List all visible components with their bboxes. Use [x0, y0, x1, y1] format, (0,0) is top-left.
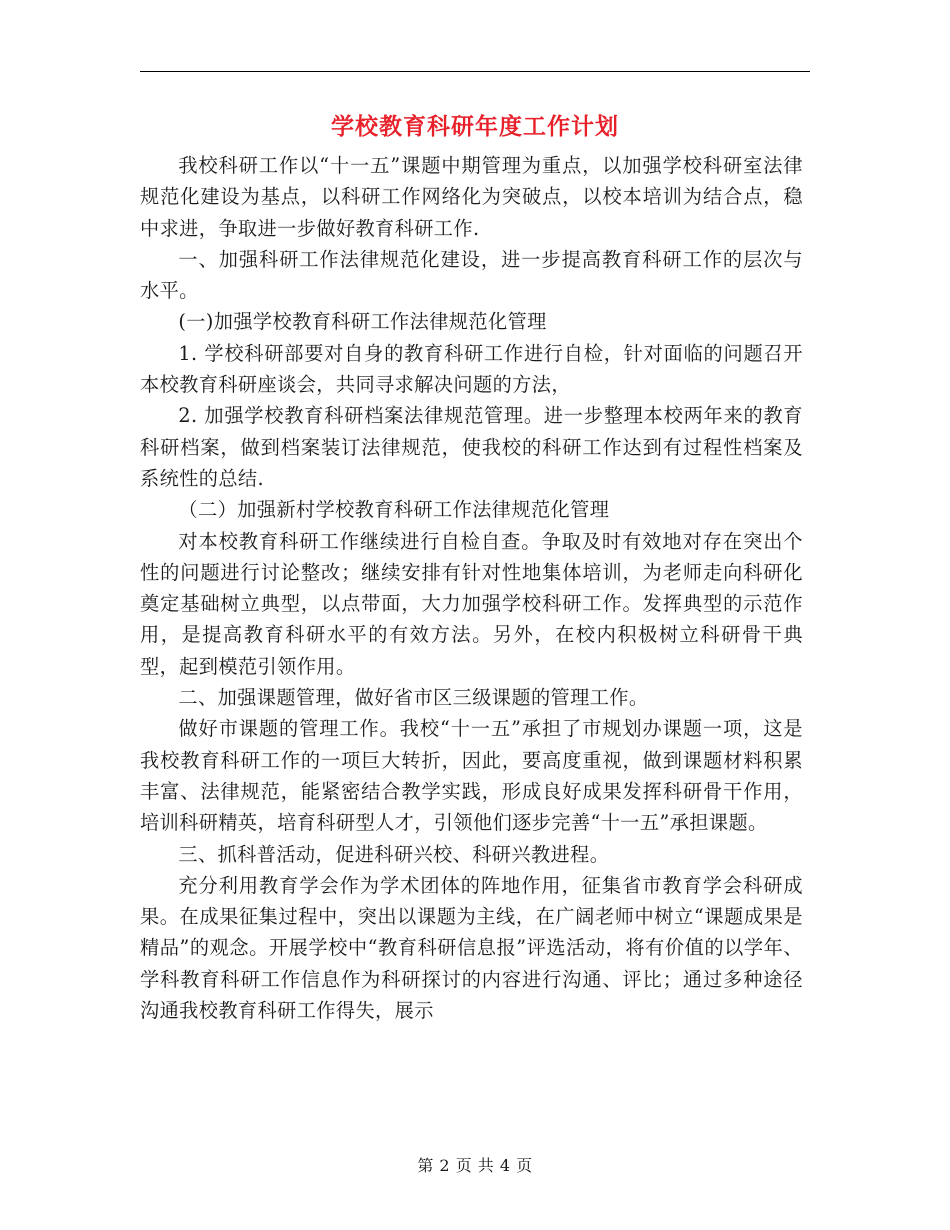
section-heading-3: 三、抓科普活动，促进科研兴校、科研兴教进程。 — [178, 842, 610, 866]
paragraph-project-management: 做好市课题的管理工作。我校“十一五”承担了市规划办课题一项，这是我校教育科研工作的一项巨大转折，因此，要高度重视，做到课题材料积累丰富、法律规范，能紧密结合教学实践，形成良好成果发挥科研骨干作用，培训科研精英，培育科研型人才，引领他们逐步完善“十一五”承担课题。 — [140, 717, 803, 835]
paragraph-self-check: 对本校教育科研工作继续进行自检自查。争取及时有效地对存在突出个性的问题进行讨论整改；继续安排有针对性地集体培训，为老师走向科研化奠定基础树立典型，以点带面，大力加强学校科研工作。发挥典型的示范作用，是提高教育科研水平的有效方法。另外，在校内积极树立科研骨干典型，起到模范引领作用。 — [140, 529, 803, 678]
list-item-2: 2. 加强学校教育科研档案法律规范管理。进一步整理本校两年来的教育科研档案，做到档案装订法律规范，使我校的科研工作达到有过程性档案及系统性的总结. — [140, 404, 803, 490]
section-heading-1: 一、加强科研工作法律规范化建设，进一步提高教育科研工作的层次与水平。 — [140, 247, 803, 303]
document-title: 学校教育科研年度工作计划 — [331, 113, 619, 140]
page-number: 第 2 页 共 4 页 — [417, 1156, 533, 1175]
header-rule — [140, 71, 810, 72]
paragraph-academic-society: 充分利用教育学会作为学术团体的阵地作用，征集省市教育学会科研成果。在成果征集过程中，突出以课题为主线，在广阔老师中树立“课题成果是精品”的观念。开展学校中“教育科研信息报”评选活动，将有价值的以学年、学科教育科研工作信息作为科研探讨的内容进行沟通、评比；通过多种途径沟通我校教育科研工作得失，展示 — [140, 873, 803, 1023]
subsection-heading-1-2: （二）加强新村学校教育科研工作法律规范化管理 — [178, 498, 610, 522]
paragraph-intro: 我校科研工作以“十一五”课题中期管理为重点，以加强学校科研室法律规范化建设为基点，以科研工作网络化为突破点，以校本培训为结合点，稳中求进，争取进一步做好教育科研工作. — [140, 154, 803, 240]
section-heading-2: 二、加强课题管理，做好省市区三级课题的管理工作。 — [178, 686, 649, 710]
subsection-heading-1-1: (一)加强学校教育科研工作法律规范化管理 — [178, 310, 547, 334]
document-body — [140, 150, 803, 1026]
list-item-1: 1. 学校科研部要对自身的教育科研工作进行自检，针对面临的问题召开本校教育科研座谈会，共同寻求解决问题的方法， — [140, 341, 803, 397]
